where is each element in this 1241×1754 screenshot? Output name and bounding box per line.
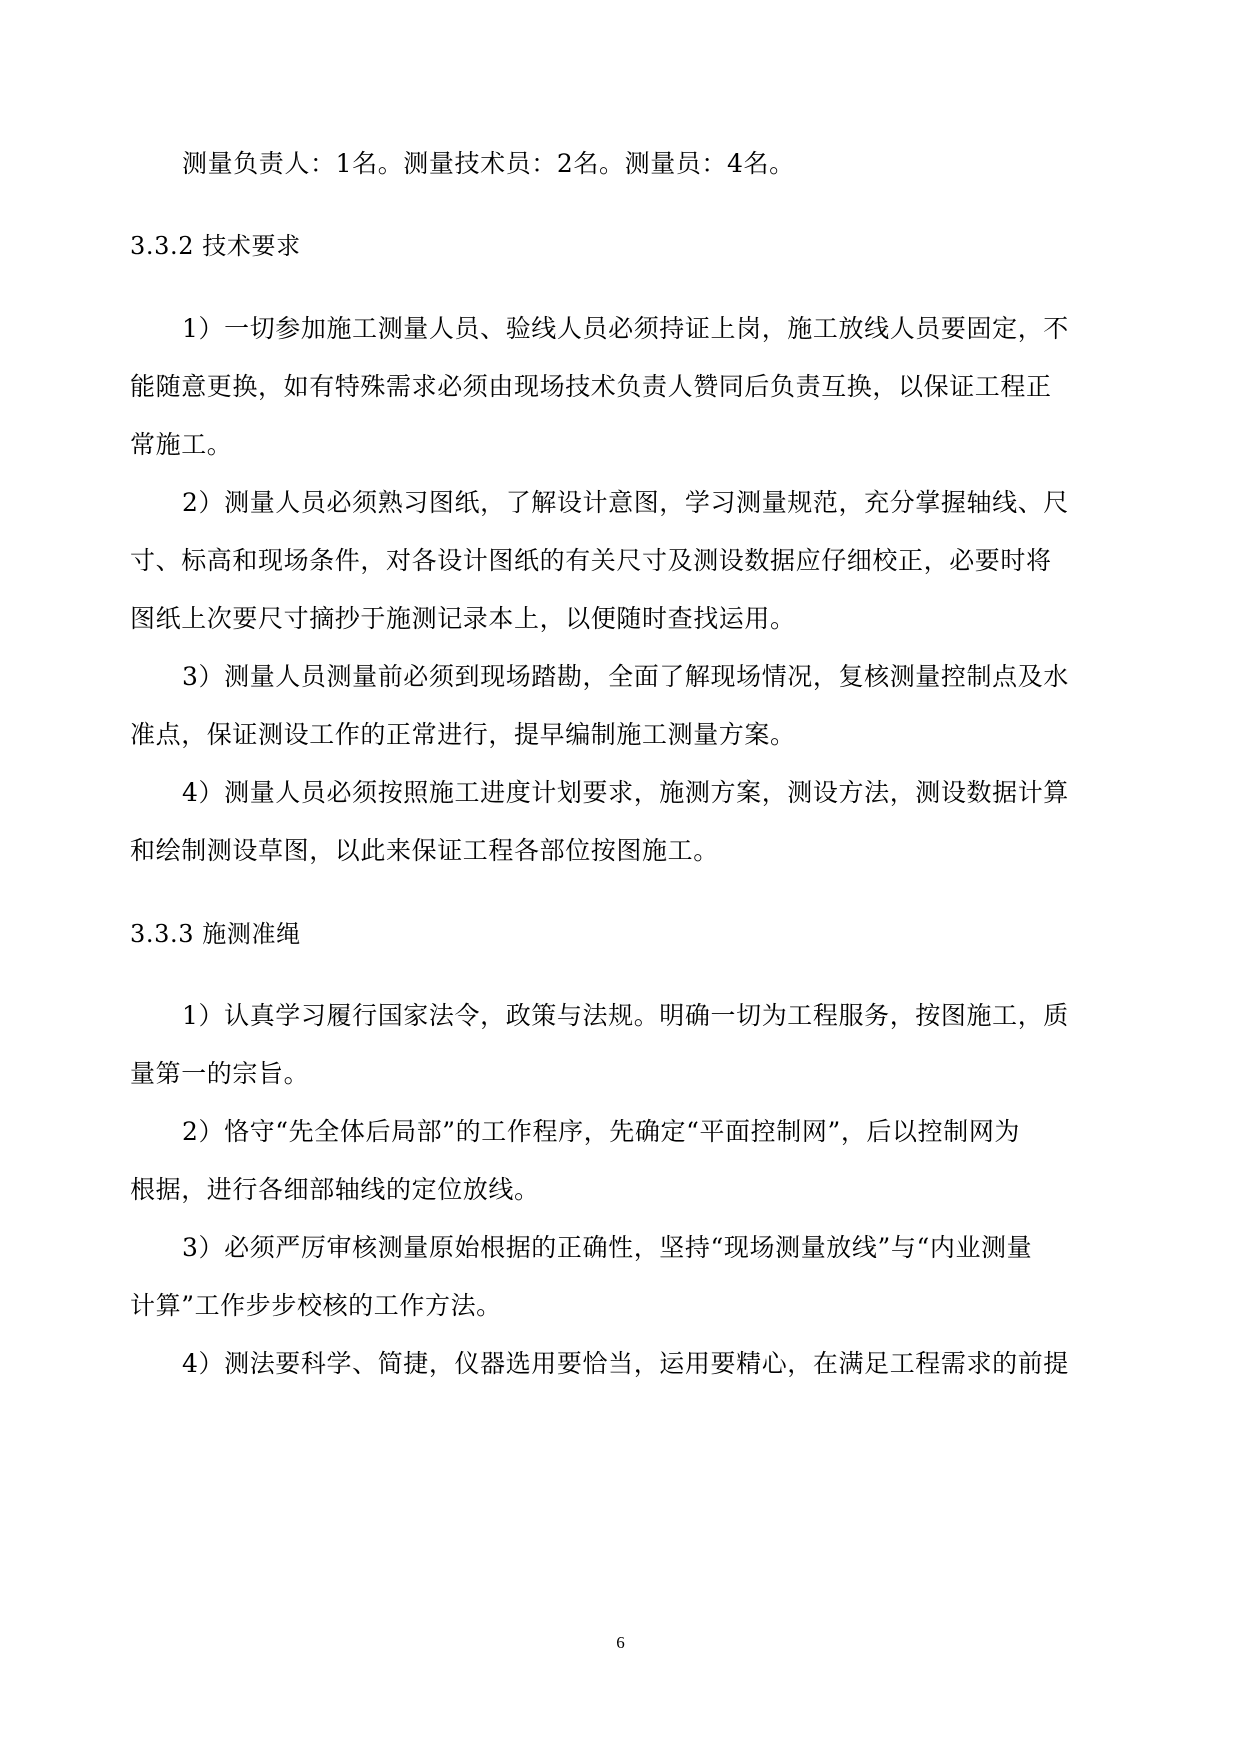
paragraph-line: 根据，进行各细部轴线的定位放线。 <box>130 1175 540 1204</box>
paragraph-line: 量第一的宗旨。 <box>130 1059 310 1088</box>
paragraph-line: 能随意更换，如有特殊需求必须由现场技术负责人赞同后负责互换，以保证工程正 <box>130 372 1052 401</box>
paragraph-line: 4）测量人员必须按照施工进度计划要求，施测方案，测设方法，测设数据计算 <box>182 778 1069 807</box>
paragraph-line: 计算”工作步步校核的工作方法。 <box>130 1291 502 1320</box>
paragraph-line: 准点，保证测设工作的正常进行，提早编制施工测量方案。 <box>130 720 796 749</box>
paragraph-line: 2）恪守“先全体后局部”的工作程序，先确定“平面控制网”，后以控制网为 <box>182 1117 1021 1146</box>
paragraph-line: 1）一切参加施工测量人员、验线人员必须持证上岗，施工放线人员要固定，不 <box>182 314 1069 343</box>
paragraph-line: 4）测法要科学、简捷，仪器选用要恰当，运用要精心，在满足工程需求的前提 <box>182 1349 1069 1378</box>
paragraph-line: 图纸上次要尺寸摘抄于施测记录本上，以便随时查找运用。 <box>130 604 796 633</box>
paragraph-line: 和绘制测设草图，以此来保证工程各部位按图施工。 <box>130 836 719 865</box>
page-number: 6 <box>616 1633 625 1652</box>
paragraph-line: 1）认真学习履行国家法令，政策与法规。明确一切为工程服务，按图施工，质 <box>182 1001 1069 1030</box>
section-heading-3-3-2: 3.3.2 技术要求 <box>130 232 301 260</box>
paragraph-line: 2）测量人员必须熟习图纸，了解设计意图，学习测量规范，充分掌握轴线、尺 <box>182 488 1069 517</box>
staffing-line: 测量负责人：1名。测量技术员：2名。测量员：4名。 <box>182 149 795 178</box>
paragraph-line: 寸、标高和现场条件，对各设计图纸的有关尺寸及测设数据应仔细校正，必要时将 <box>130 546 1052 575</box>
paragraph-line: 3）必须严厉审核测量原始根据的正确性，坚持“现场测量放线”与“内业测量 <box>182 1233 1033 1262</box>
paragraph-line: 常施工。 <box>130 430 233 459</box>
section-heading-3-3-3: 3.3.3 施测准绳 <box>130 920 301 948</box>
paragraph-line: 3）测量人员测量前必须到现场踏勘，全面了解现场情况，复核测量控制点及水 <box>182 662 1069 691</box>
